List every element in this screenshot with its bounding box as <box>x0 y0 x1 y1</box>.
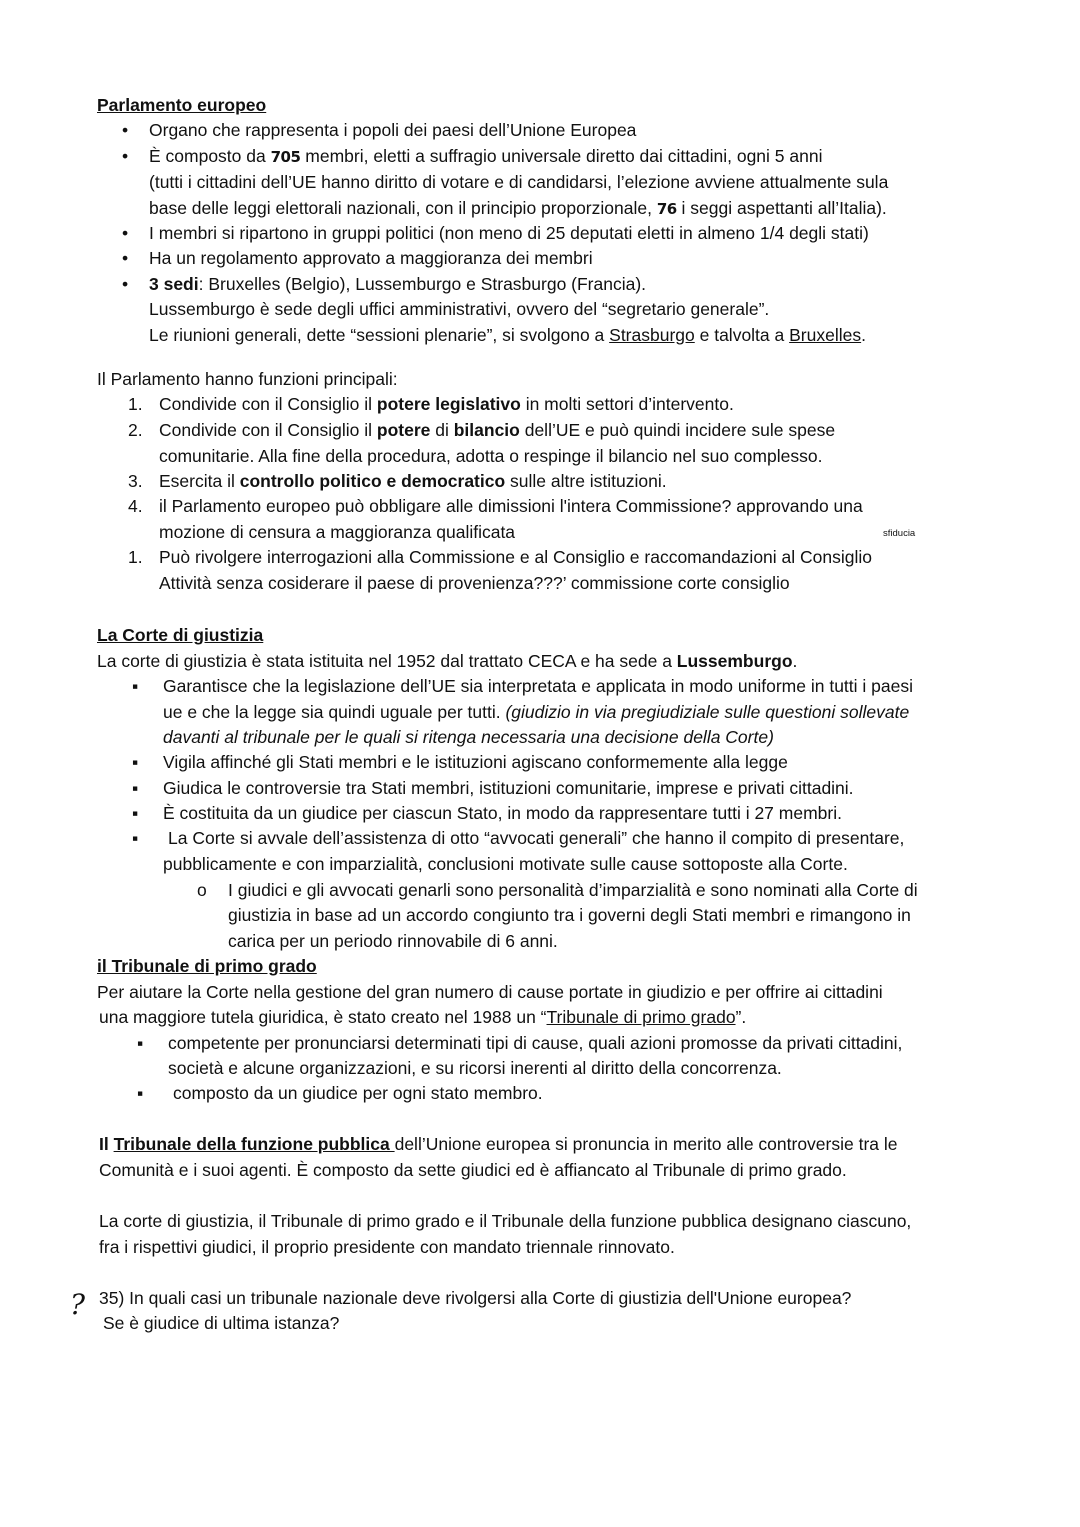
corte-bullet-5: La Corte si avvale dell’assistenza di otto “avvocati generali” che hanno il compito di presentare, <box>168 828 905 848</box>
bullet: • <box>122 223 129 243</box>
funzioni-item-2-line-2: comunitarie. Alla fine della procedura, adotta o respinge il bilancio nel suo complesso. <box>159 446 823 466</box>
parlamento-bullet-2: È composto da 705 membri, eletti a suffragio universale diretto dai cittadini, ogni 5 anni <box>149 146 823 166</box>
bullet: • <box>122 248 129 268</box>
circle-bullet: o <box>197 880 207 900</box>
section-title-parlamento: Parlamento europeo <box>97 95 267 115</box>
underlined-strasburgo: Strasburgo <box>609 325 695 345</box>
domanda-line-2: Se è giudice di ultima istanza? <box>103 1313 340 1333</box>
bullet: • <box>122 146 129 166</box>
funzioni-item-4-line-2: mozione di censura a maggioranza qualificata <box>159 522 516 542</box>
list-number: 4. <box>128 496 143 516</box>
funzione-pubblica-paragraph: Il Tribunale della funzione pubblica dell’Unione europea si pronuncia in merito alle controversie tra le <box>99 1134 898 1154</box>
domanda-line-1: 35) In quali casi un tribunale nazionale deve rivolgersi alla Corte di giustizia dell'Unione europea? <box>99 1288 852 1308</box>
parlamento-bullet-5-line-3: Le riunioni generali, dette “sessioni plenarie”, si svolgono a Strasburgo e talvolta a Bruxelles. <box>149 325 866 345</box>
funzione-pubblica-line-2: Comunità e i suoi agenti. È composto da sette giudici ed è affiancato al Tribunale di primo grado. <box>99 1160 847 1180</box>
square-bullet: ▪ <box>132 803 139 823</box>
parlamento-bullet-4: Ha un regolamento approvato a maggioranza dei membri <box>149 248 593 268</box>
tribunale-bullet-1: competente per pronunciarsi determinati tipi di cause, quali azioni promosse da privati cittadini, <box>168 1033 903 1053</box>
funzioni-item-3: Esercita il controllo politico e democratico sulle altre istituzioni. <box>159 471 667 491</box>
tribunale-bullet-1-line-2: società e alcune organizzazioni, e su ricorsi inerenti al diritto della concorrenza. <box>168 1058 782 1078</box>
corte-bullet-4: È costituita da un giudice per ciascun Stato, in modo da rappresentare tutti i 27 membri. <box>163 803 842 823</box>
funzioni-item-2: Condivide con il Consiglio il potere di bilancio dell’UE e può quindi incidere sule spese <box>159 420 836 440</box>
square-bullet: ▪ <box>132 828 139 848</box>
parlamento-bullet-5-line-2: Lussemburgo è sede degli uffici amministrativi, ovvero del “segretario generale”. <box>149 299 770 319</box>
bullet: • <box>122 120 129 140</box>
list-number: 1. <box>128 547 143 567</box>
square-bullet: ▪ <box>137 1033 144 1053</box>
section-title-tribunale: il Tribunale di primo grado <box>97 956 317 976</box>
funzioni-item-1: Condivide con il Consiglio il potere legislativo in molti settori d’intervento. <box>159 394 734 414</box>
handwritten-question-mark: ? <box>70 1288 86 1321</box>
corte-bullet-5-line-2: pubblicamente e con imparzialità, conclusioni motivate sulle cause sottoposte alla Corte. <box>163 854 848 874</box>
underlined-bruxelles: Bruxelles <box>789 325 862 345</box>
margin-note-sfiducia: sfiducia <box>883 528 916 539</box>
square-bullet: ▪ <box>132 676 139 696</box>
list-number: 3. <box>128 471 143 491</box>
presidenti-paragraph: La corte di giustizia, il Tribunale di primo grado e il Tribunale della funzione pubblica designano ciascuno, <box>99 1211 912 1231</box>
corte-sub-bullet-line-3: carica per un periodo rinnovabile di 6 anni. <box>228 931 558 951</box>
corte-bullet-1-line-2: ue e che la legge sia quindi uguale per tutti. (giudizio in via pregiudiziale sulle questioni sollevate <box>163 702 910 722</box>
list-number: 2. <box>128 420 143 440</box>
funzioni-intro: Il Parlamento hanno funzioni principali: <box>97 369 398 389</box>
funzioni-item-4: il Parlamento europeo può obbligare alle dimissioni l'intera Commissione? approvando una <box>159 496 863 516</box>
section-title-corte: La Corte di giustizia <box>97 625 264 645</box>
tribunale-paragraph: Per aiutare la Corte nella gestione del gran numero di cause portate in giudizio e per offrire ai cittadini <box>97 982 883 1002</box>
tribunale-bullet-2: composto da un giudice per ogni stato membro. <box>173 1083 543 1103</box>
handwritten-number: 705 <box>270 148 301 166</box>
funzioni-item-5: Può rivolgere interrogazioni alla Commissione e al Consiglio e raccomandazioni al Consiglio <box>159 547 872 567</box>
corte-bullet-3: Giudica le controversie tra Stati membri, istituzioni comunitarie, imprese e privati cittadini. <box>163 778 854 798</box>
square-bullet: ▪ <box>137 1083 144 1103</box>
corte-sub-bullet: I giudici e gli avvocati genarli sono personalità d’imparzialità e sono nominati alla Corte di <box>228 880 918 900</box>
funzioni-item-5-line-2: Attività senza cosiderare il paese di provenienza???’ commissione corte consiglio <box>159 573 790 593</box>
parlamento-bullet-5: 3 sedi: Bruxelles (Belgio), Lussemburgo e Strasburgo (Francia). <box>149 274 647 294</box>
bullet: • <box>122 274 129 294</box>
parlamento-bullet-1: Organo che rappresenta i popoli dei paesi dell’Unione Europea <box>149 120 637 140</box>
parlamento-bullet-2-line-2: (tutti i cittadini dell’UE hanno diritto di votare e di candidarsi, l’elezione avviene attualmente sula <box>149 172 889 192</box>
parlamento-bullet-3: I membri si ripartono in gruppi politici (non meno di 25 deputati eletti in almeno 1/4 degli stati) <box>149 223 869 243</box>
tribunale-paragraph-line-2: una maggiore tutela giuridica, è stato creato nel 1988 un “Tribunale di primo grado”. <box>99 1007 747 1027</box>
corte-bullet-1-line-3: davanti al tribunale per le quali si ritenga necessaria una decisione della Corte) <box>163 727 774 747</box>
square-bullet: ▪ <box>132 752 139 772</box>
presidenti-line-2: fra i rispettivi giudici, il proprio presidente con mandato triennale rinnovato. <box>99 1237 675 1257</box>
corte-bullet-2: Vigila affinché gli Stati membri e le istituzioni agiscano conformemente alla legge <box>163 752 788 772</box>
corte-sub-bullet-line-2: giustizia in base ad un accordo congiunto tra i governi degli Stati membri e rimangono in <box>228 905 911 925</box>
underlined-tribunale: Tribunale di primo grado <box>546 1007 736 1027</box>
parlamento-bullet-2-line-3: base delle leggi elettorali nazionali, con il principio proporzionale, 76 i seggi aspettanti all’Italia). <box>149 198 887 218</box>
funzione-pubblica-title: Tribunale della funzione pubblica <box>113 1134 395 1154</box>
corte-intro: La corte di giustizia è stata istituita nel 1952 dal trattato CECA e ha sede a Lussemburgo. <box>97 651 798 671</box>
handwritten-number: 76 <box>656 200 677 218</box>
square-bullet: ▪ <box>132 778 139 798</box>
list-number: 1. <box>128 394 143 414</box>
corte-bullet-1: Garantisce che la legislazione dell’UE sia interpretata e applicata in modo uniforme in tutti i paesi <box>163 676 913 696</box>
